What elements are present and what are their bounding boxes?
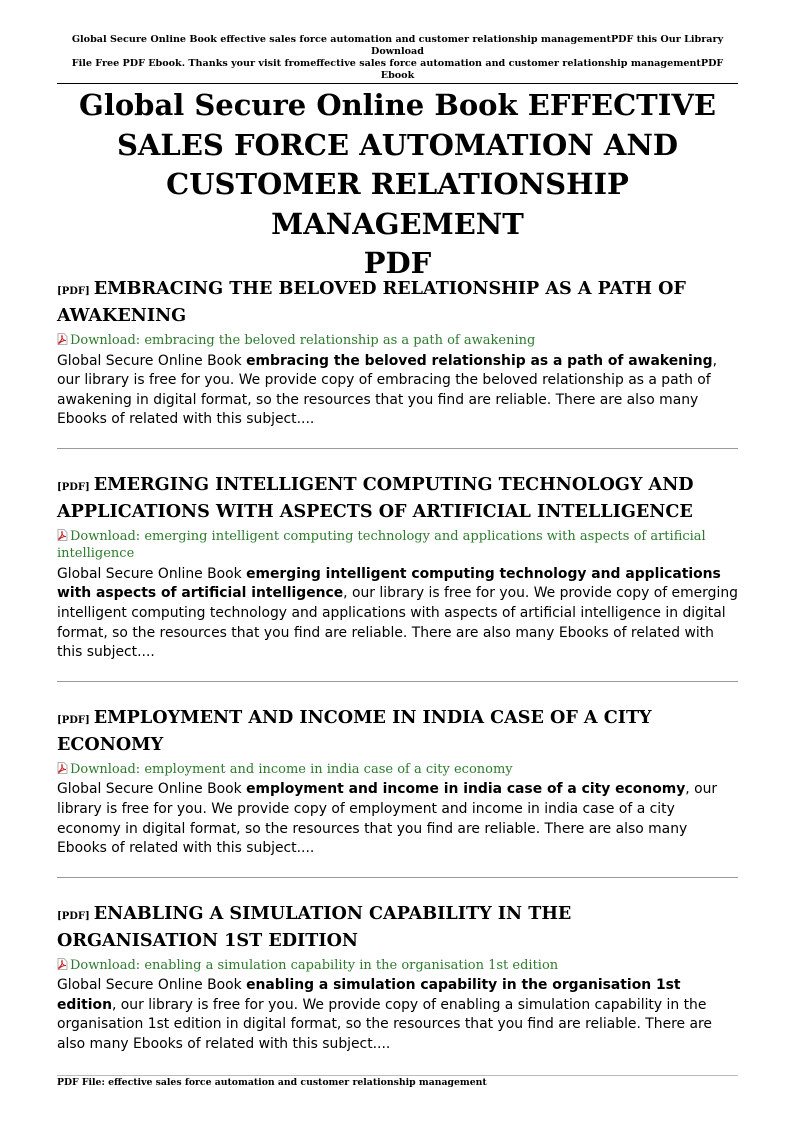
- pdf-file-icon: [57, 762, 68, 774]
- section-divider: [57, 877, 738, 878]
- book-title-text: EMERGING INTELLIGENT COMPUTING TECHNOLOGY AND APPLICATIONS WITH ASPECTS OF ARTIFICIAL INTELLIGENCE: [57, 473, 694, 522]
- book-entry: [57, 706, 738, 878]
- description-lead: Global Secure Online Book: [57, 565, 247, 582]
- description-rest: , our library is free for you. We provide copy of embracing the beloved relationship as a path of awakening in digital format, so the resources that you find are reliable. There are also many Ebooks of related with this subject....: [57, 352, 718, 428]
- title-line-2: SALES FORCE AUTOMATION AND: [116, 127, 679, 162]
- book-entry: [57, 902, 738, 1055]
- book-title: [57, 902, 738, 953]
- book-description: [57, 780, 738, 858]
- title-line-4: PDF: [363, 246, 432, 280]
- description-rest: , our library is free for you. We provide copy of emerging intelligent computing technology and applications with aspects of artificial intelligence in digital format, so the resources that you find are reliable. There are also many Ebooks of related with this subject....: [57, 585, 738, 661]
- pdf-tag: [PDF]: [57, 714, 90, 726]
- download-link-text[interactable]: Download: enabling a simulation capability in the organisation 1st edition: [70, 957, 559, 973]
- pdf-tag: [PDF]: [57, 481, 90, 493]
- pdf-file-icon: [57, 529, 68, 541]
- download-link-text[interactable]: Download: embracing the beloved relationship as a path of awakening: [70, 333, 536, 348]
- description-keyword: employment and income in india case of a city economy: [246, 781, 686, 798]
- book-title: [57, 706, 738, 757]
- page-title: [57, 86, 738, 284]
- download-link[interactable]: [57, 957, 738, 975]
- document-page: [57, 34, 738, 1052]
- description-keyword: embracing the beloved relationship as a path of awakening: [246, 352, 713, 369]
- header-line-1: Global Secure Online Book effective sales force automation and customer relationship managementPDF this Our Library Download: [71, 34, 724, 57]
- download-link[interactable]: [57, 332, 738, 350]
- book-description: [57, 976, 738, 1054]
- section-divider: [57, 448, 738, 449]
- pdf-file-icon: [57, 958, 68, 970]
- book-description: [57, 352, 738, 430]
- pdf-file-icon: [57, 333, 68, 345]
- book-entry: [57, 473, 738, 682]
- description-lead: Global Secure Online Book: [57, 781, 247, 798]
- description-rest: , our library is free for you. We provide copy of enabling a simulation capability in the organisation 1st edition in digital format, so the resources that you find are reliable. There are also many Ebooks of related with this subject....: [57, 996, 712, 1052]
- book-entry: [57, 277, 738, 449]
- description-lead: Global Secure Online Book: [57, 977, 247, 994]
- header-divider: [57, 83, 738, 84]
- footer-divider: [57, 1075, 738, 1076]
- download-link-text[interactable]: Download: employment and income in india case of a city economy: [70, 761, 513, 777]
- pdf-tag: [PDF]: [57, 286, 90, 297]
- book-title: [57, 473, 738, 524]
- download-link[interactable]: [57, 761, 738, 779]
- book-list: [57, 277, 738, 1055]
- title-line-3: CUSTOMER RELATIONSHIP MANAGEMENT: [166, 167, 629, 241]
- title-line-1: Global Secure Online Book EFFECTIVE: [79, 88, 716, 122]
- book-title: [57, 277, 738, 328]
- pdf-tag: [PDF]: [57, 910, 90, 922]
- download-link-text[interactable]: Download: emerging intelligent computing technology and applications with aspects of artificial intelligence: [57, 528, 706, 562]
- description-rest: , our library is free for you. We provide copy of employment and income in india case of a city economy in digital format, so the resources that you find are reliable. There are also many Ebooks of related with this subject....: [57, 781, 718, 857]
- header-line-2: File Free PDF Ebook. Thanks your visit fromeffective sales force automation and customer relationship managementPDF Ebook: [71, 58, 724, 81]
- description-lead: Global Secure Online Book: [57, 352, 247, 369]
- book-description: [57, 565, 738, 663]
- description-keyword: emerging intelligent computing technology and applications with aspects of artificial intelligence: [57, 565, 721, 602]
- book-title-text: EMPLOYMENT AND INCOME IN INDIA CASE OF A CITY ECONOMY: [57, 706, 652, 755]
- book-title-text: ENABLING A SIMULATION CAPABILITY IN THE ORGANISATION 1ST EDITION: [57, 902, 572, 951]
- description-keyword: enabling a simulation capability in the organisation 1st edition: [57, 977, 681, 1013]
- page-footer: PDF File: effective sales force automation and customer relationship management: [57, 1077, 487, 1088]
- section-divider: [57, 681, 738, 682]
- download-link[interactable]: [57, 528, 738, 563]
- book-title-text: EMBRACING THE BELOVED RELATIONSHIP AS A PATH OF AWAKENING: [57, 278, 686, 326]
